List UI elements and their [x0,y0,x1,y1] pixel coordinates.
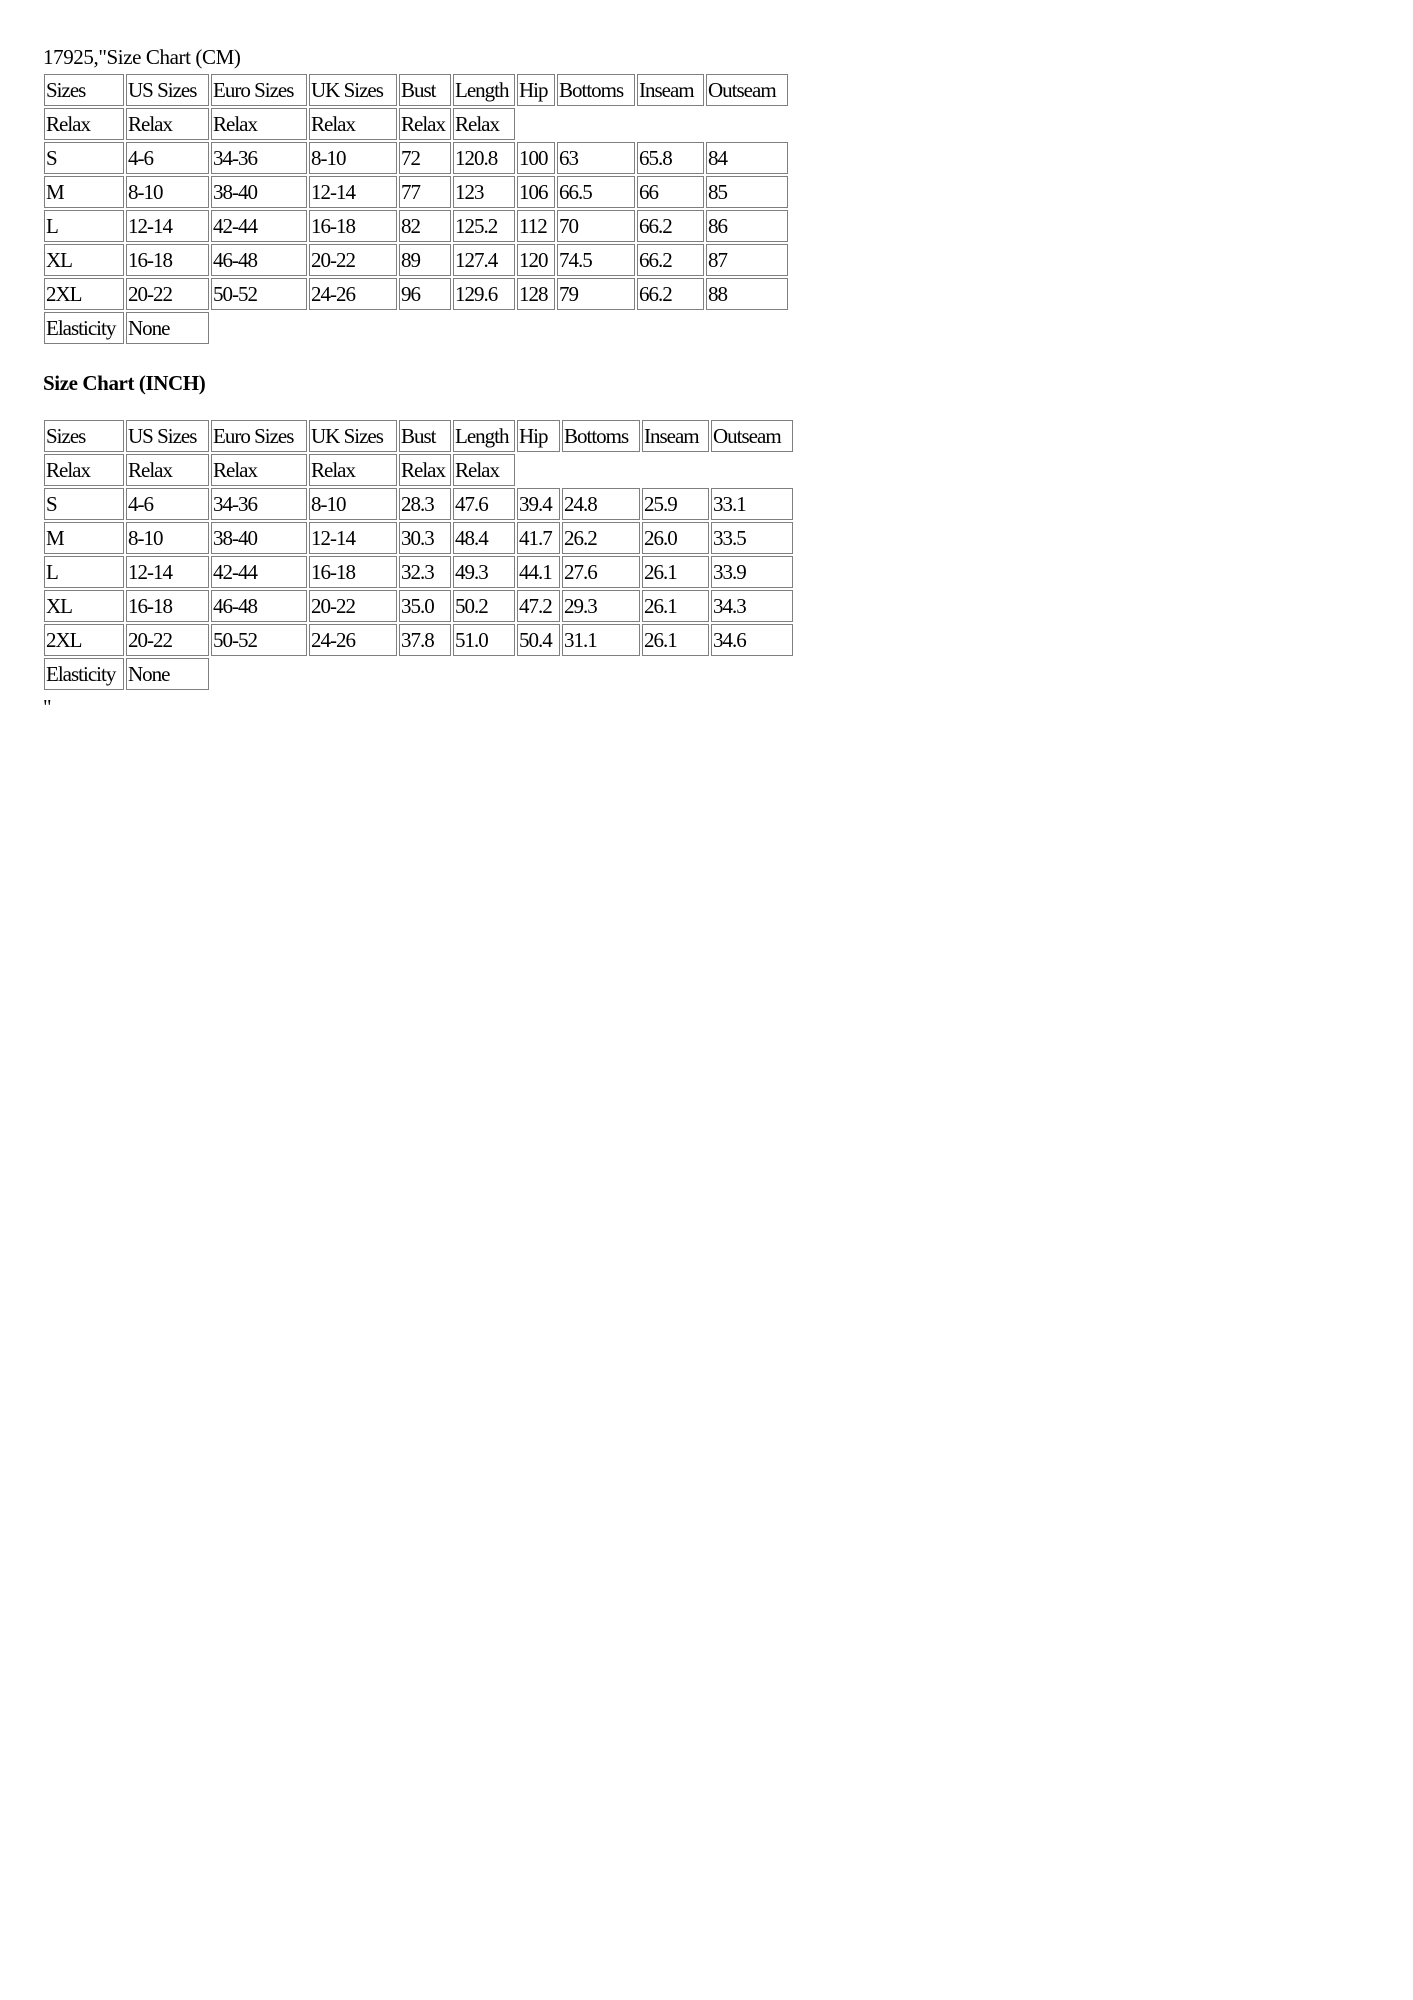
table-cell: 37.8 [399,624,451,656]
table-cell: 47.2 [517,590,560,622]
table-cell: 26.1 [642,556,709,588]
table-cell: 27.6 [562,556,640,588]
table-cell: L [44,210,124,242]
table-row [44,590,793,622]
empty-cell [637,312,704,344]
column-header: Bust [399,420,451,452]
table-cell: 66 [637,176,704,208]
column-header: UK Sizes [309,420,397,452]
table-cell: 34.3 [711,590,793,622]
table-cell: 74.5 [557,244,635,276]
empty-cell [399,312,451,344]
table-cell: 26.0 [642,522,709,554]
empty-cell [706,108,788,140]
table-row [44,108,788,140]
table-cell: 72 [399,142,451,174]
table-cell: 2XL [44,624,124,656]
column-header: Bottoms [557,74,635,106]
column-header: Sizes [44,74,124,106]
table-cell: 16-18 [309,210,397,242]
empty-cell [517,454,560,486]
table-cell: 26.2 [562,522,640,554]
empty-cell [211,658,307,690]
table-cell: 39.4 [517,488,560,520]
table-cell: 20-22 [309,244,397,276]
column-header: Euro Sizes [211,420,307,452]
table-cell: M [44,522,124,554]
table-cell: 28.3 [399,488,451,520]
empty-cell [557,108,635,140]
table-row [44,488,793,520]
table-row [44,624,793,656]
table-cell: 51.0 [453,624,515,656]
table-cell: 20-22 [126,278,209,310]
table-cell: Elasticity [44,312,124,344]
table-cell: Relax [309,108,397,140]
table-cell: 70 [557,210,635,242]
table-cell: 46-48 [211,244,307,276]
table-cell: 50.2 [453,590,515,622]
empty-cell [517,108,555,140]
table-cell: 31.1 [562,624,640,656]
empty-cell [309,312,397,344]
table-cell: 2XL [44,278,124,310]
table-cell: 20-22 [126,624,209,656]
table-cell: 25.9 [642,488,709,520]
table-cell: Relax [44,454,124,486]
empty-cell [637,108,704,140]
table-cell: 35.0 [399,590,451,622]
column-header: Hip [517,420,560,452]
table-cell: 120 [517,244,555,276]
table-cell: 66.2 [637,244,704,276]
table-row [44,244,788,276]
empty-cell [562,658,640,690]
table-row [44,454,793,486]
table-cell: XL [44,244,124,276]
table-cell: 65.8 [637,142,704,174]
table-cell: 125.2 [453,210,515,242]
empty-cell [453,658,515,690]
table-cell: 86 [706,210,788,242]
table-cell: Relax [126,108,209,140]
table-cell: 30.3 [399,522,451,554]
empty-cell [642,454,709,486]
inch-chart-title: Size Chart (INCH) [43,371,206,395]
table-cell: Relax [211,108,307,140]
table-cell: None [126,658,209,690]
table-cell: 44.1 [517,556,560,588]
column-header: US Sizes [126,74,209,106]
table-cell: 46-48 [211,590,307,622]
table-cell: 38-40 [211,522,307,554]
table-cell: Elasticity [44,658,124,690]
table-cell: 82 [399,210,451,242]
table-cell: 87 [706,244,788,276]
empty-cell [642,658,709,690]
table-cell: 12-14 [126,210,209,242]
table-cell: 32.3 [399,556,451,588]
table-cell: 85 [706,176,788,208]
column-header: Bottoms [562,420,640,452]
table-cell: 4-6 [126,142,209,174]
table-row [44,556,793,588]
table-row [44,210,788,242]
table-cell: 8-10 [309,488,397,520]
table-cell: 88 [706,278,788,310]
table-header-row [44,420,793,452]
table-cell: 41.7 [517,522,560,554]
table-cell: 34.6 [711,624,793,656]
table-cell: 12-14 [309,176,397,208]
column-header: Inseam [637,74,704,106]
table-cell: 48.4 [453,522,515,554]
table-cell: 50-52 [211,624,307,656]
column-header: Outseam [706,74,788,106]
empty-cell [517,658,560,690]
table-row [44,142,788,174]
column-header: UK Sizes [309,74,397,106]
empty-cell [711,658,793,690]
table-cell: 16-18 [309,556,397,588]
table-cell: 34-36 [211,488,307,520]
table-cell: 49.3 [453,556,515,588]
table-cell: 8-10 [126,176,209,208]
empty-cell [517,312,555,344]
table-cell: Relax [453,454,515,486]
empty-cell [309,658,397,690]
table-cell: 77 [399,176,451,208]
table-cell: 106 [517,176,555,208]
table-cell: 8-10 [309,142,397,174]
table-cell: 29.3 [562,590,640,622]
column-header: Hip [517,74,555,106]
table-row [44,312,788,344]
table-cell: 4-6 [126,488,209,520]
table-cell: 26.1 [642,590,709,622]
table-cell: 66.2 [637,210,704,242]
closing-quote: " [43,695,52,719]
table-cell: Relax [126,454,209,486]
table-cell: S [44,142,124,174]
table-cell: 96 [399,278,451,310]
table-cell: 120.8 [453,142,515,174]
table-cell: Relax [44,108,124,140]
table-cell: 129.6 [453,278,515,310]
table-cell: 79 [557,278,635,310]
column-header: Length [453,420,515,452]
table-cell: 24-26 [309,624,397,656]
table-cell: L [44,556,124,588]
table-cell: 84 [706,142,788,174]
cm-size-table [42,72,790,346]
table-cell: 20-22 [309,590,397,622]
table-cell: 33.9 [711,556,793,588]
empty-cell [711,454,793,486]
table-header-row [44,74,788,106]
table-cell: 34-36 [211,142,307,174]
column-header: Sizes [44,420,124,452]
table-row [44,278,788,310]
table-cell: 66.5 [557,176,635,208]
table-cell: 16-18 [126,244,209,276]
column-header: US Sizes [126,420,209,452]
column-header: Outseam [711,420,793,452]
table-cell: Relax [211,454,307,486]
table-cell: 33.1 [711,488,793,520]
empty-cell [211,312,307,344]
table-cell: 50.4 [517,624,560,656]
table-cell: 26.1 [642,624,709,656]
inch-size-table [42,418,795,692]
table-cell: 47.6 [453,488,515,520]
table-cell: 12-14 [126,556,209,588]
table-cell: None [126,312,209,344]
table-cell: 24-26 [309,278,397,310]
table-cell: 24.8 [562,488,640,520]
table-cell: Relax [399,454,451,486]
table-cell: 50-52 [211,278,307,310]
table-cell: 89 [399,244,451,276]
table-cell: M [44,176,124,208]
table-cell: 128 [517,278,555,310]
table-cell: 63 [557,142,635,174]
table-cell: 42-44 [211,556,307,588]
table-cell: 16-18 [126,590,209,622]
table-cell: 112 [517,210,555,242]
empty-cell [706,312,788,344]
table-row [44,658,793,690]
table-cell: 12-14 [309,522,397,554]
table-cell: 38-40 [211,176,307,208]
table-cell: XL [44,590,124,622]
cm-chart-title: 17925,"Size Chart (CM) [43,45,241,69]
column-header: Bust [399,74,451,106]
empty-cell [453,312,515,344]
table-cell: 100 [517,142,555,174]
table-cell: 33.5 [711,522,793,554]
empty-cell [557,312,635,344]
table-cell: Relax [309,454,397,486]
table-cell: S [44,488,124,520]
table-cell: 66.2 [637,278,704,310]
table-row [44,176,788,208]
empty-cell [562,454,640,486]
table-cell: Relax [399,108,451,140]
table-cell: 8-10 [126,522,209,554]
table-cell: 123 [453,176,515,208]
table-cell: 127.4 [453,244,515,276]
empty-cell [399,658,451,690]
column-header: Length [453,74,515,106]
table-row [44,522,793,554]
table-cell: 42-44 [211,210,307,242]
column-header: Inseam [642,420,709,452]
column-header: Euro Sizes [211,74,307,106]
table-cell: Relax [453,108,515,140]
